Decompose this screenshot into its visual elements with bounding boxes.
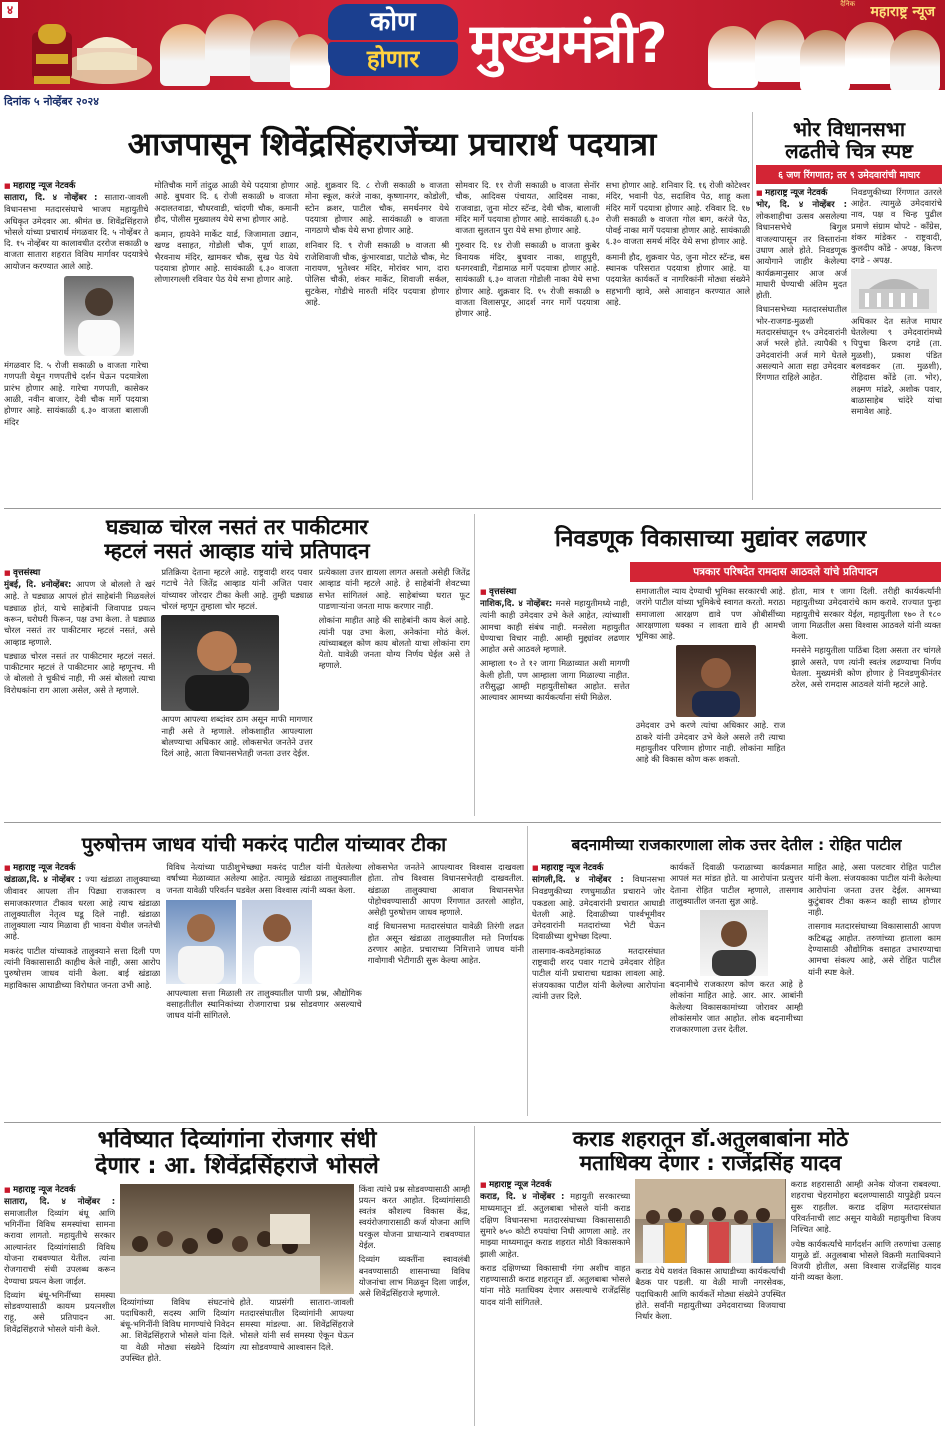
headline: म्हटलं नसतं आव्हाड यांचे प्रतिपादन: [104, 539, 370, 563]
story-text: विविध नेत्यांच्या पाठीशुभेच्छ्या मकरंद पाटील यांनी घेतलेल्या वर्षाच्या मेळाव्यात अलेल्या आहेत. त्यामुळे खंडाळा तालुक्यातील जनता यावेळी परिवर्तन घडवेल असा विश्वास त्यांनी व्यक्त केला.: [166, 862, 362, 895]
story-column: [166, 862, 361, 1108]
story-text: लोकसभेत जनतेने आपल्यावर विश्वास दाखवला होता. तोच विश्वास विधानसभेतही दाखवतील. खंडाळा तालुक्याचा आवाज विधानसभेत पोहोचवण्यासाठी आपण रिंगणात उतरलो आहोत, असेही पुरुषोत्तम जाधव म्हणाले.: [367, 862, 524, 918]
story-column: [791, 1179, 941, 1415]
vidhan-bhavan-photo: [851, 269, 937, 313]
story-column: [606, 180, 750, 498]
byline: ■ महाराष्ट्र न्यूज नेटवर्क: [532, 862, 665, 873]
subheadline: ६ जण रिंगणात; तर ९ उमेदवारांची माघार: [756, 165, 942, 184]
story-text: कार्यकर्ते दिवाळी फराळाच्या कार्यक्रमात आपलं मत मांडत होते. या आरोपांना प्रत्युत्तर देताना रोहित पाटील म्हणाले, तासगाव तालुक्यातील जनता सुज्ञ आहे.: [670, 862, 803, 906]
section-divider: [4, 508, 941, 509]
column-divider: [474, 1126, 475, 1426]
story-text: दिव्यांगांच्या विविध संघटनांचे पदाधिकारी, सदस्य आणि दिव्यांग बंधू-भगिनींनी विविध मागण्यांचे निवेदन आ. शिवेंद्रसिंहराजे भोसले यांना दिले. या वेळी मोठ्या संख्येने दिव्यांग उपस्थित होते.: [120, 1296, 235, 1363]
story-text: आम्हाला १० ते १२ जागा मिळाव्यात अशी मागणी केली होती, पण आम्हाला जागा मिळाल्या नाहीत. तरीसुद्धा आम्ही महायुतीसोबत आहोत. सत्तेत आल्यावर आमच्या कार्यकर्त्यांना संधी मिळेल.: [480, 658, 630, 703]
story-text: लोकशाहीचा उत्सव असलेल्या विधानसभेचे बिगुल वाजल्यापासून तर विस्तारांना उधाण आले होते. निवडणूक आयोगाने जाहीर केलेल्या कार्यक्रमानुसार आज अर्ज माघारी घेण्याची अंतिम मुदत होती.: [756, 211, 847, 301]
story-column: [808, 862, 941, 1108]
headline: भविष्यात दिव्यांगांना रोजगार संधी: [97, 1128, 377, 1153]
headline: देणार : आ. शिवेंद्रसिंहराजे भोसले: [95, 1153, 379, 1179]
story-column: [120, 1184, 354, 1418]
headline: बदनामीच्या राजकारणाला लोक उत्तर देतील : रोहित पाटील: [571, 836, 902, 854]
story-text: कमानी हौद, शुक्रवार पेठ, जुना मोटर स्टॅन्ड, बस स्थानक परिसरात पदयात्रा होणार आहे. या पदयात्रेत कार्यकर्ते व नागरिकांनी मोठ्या संख्येने सहभागी व्हावे, असे आवाहन करण्यात आले आहे.: [605, 251, 750, 307]
story-text: उमेदवार उभे करणे त्यांचा अधिकार आहे. राज ठाकरे यांनी उमेदवार उभे केले असले तरी त्याचा महायुतीवर परिणाम होणार नाही. लोकांना माहित आहे की विकास कोण करू शकतो.: [635, 720, 786, 765]
story-text: तासगाव-कवठेमहांकाळ मतदारसंघात राष्ट्रवादी शरद पवार गटाचे उमेदवार रोहित पाटील यांनी प्रचाराचा धडाका लावला आहे. संजयकाका पाटील यांनी केलेल्या आरोपांना त्यांनी उत्तर दिले.: [532, 945, 665, 1001]
dateline: सातारा, दि. ४ नोव्हेंबर :: [4, 1196, 116, 1207]
story-text: समाजातील दिव्यांग बंधू आणि भगिनींना विविध समस्यांचा सामना करावा लागतो. महायुतीचे सरकार आल्यानंतर दिव्यांगांसाठी विविध योजना राबवण्यात येतील. त्यांना रोजगाराची संधी उपलब्ध करून देण्याचा प्रयत्न केला जाईल.: [4, 1207, 116, 1286]
story-text: वाई विधानसभा मतदारसंघात यावेळी तिरंगी लढत होत असून खंडाळा तालुक्यातील मते निर्णायक ठरणार आहेत. प्रचाराच्या निमित्ताने जाधव यांनी गावोगावी भेटीगाठी सुरू केल्या आहेत.: [367, 921, 524, 966]
dateline: सातारा, दि. ४ नोव्हेंबर :: [4, 193, 98, 203]
story-text: सोमवार दि. ११ रोजी सकाळी ७ वाजता सेनॉर चौक, आदिवस पंचायत, आदिवस नाका, राजवाडा, जुना मोटर स्टॅन्ड, देवी चौक, बालाजी मंदिर मार्गे पदयात्रा होणार आहे. सायंकाळी ६.३० वाजता सुलतान पुरा येथे सभा होणार आहे.: [455, 180, 600, 236]
story-text: ज्येष्ठ कार्यकर्त्यांचे मार्गदर्शन आणि तरुणांचा उत्साह यामुळे डॉ. अतुलबाबा भोसले विक्रमी मताधिक्याने विजयी होतील, असा विश्वास राजेंद्रसिंह यादव यांनी व्यक्त केला.: [790, 1238, 941, 1283]
story-text: माहित आहे, असा पलटवार रोहित पाटील यांनी केला. संजयकाका पाटील यांनी केलेल्या आरोपांना जनता उत्तर देईल. आमच्या कुटुंबावर टीका करून काही साध्य होणार नाही.: [808, 862, 941, 918]
byline: ■ महाराष्ट्र न्यूज नेटवर्क: [4, 1184, 115, 1195]
person-silhouette-icon: [242, 900, 312, 984]
story-column: [4, 862, 160, 1108]
politician-photo: [160, 24, 210, 86]
column-divider: [474, 514, 475, 816]
candidate-photo: [64, 276, 134, 356]
story-column: [480, 586, 630, 814]
banner-kon: कोण: [328, 4, 458, 40]
dateline: भोर, दि. ४ नोव्हेंबर :: [756, 199, 847, 210]
section-divider: [4, 822, 941, 823]
headline: मताधिक्य देणार : राजेंद्रसिंह यादव: [579, 1151, 842, 1175]
politician-photo: [755, 20, 805, 82]
person-silhouette-icon: [166, 900, 236, 984]
story-text: होता, मात्र १ जागा दिली. तरीही कार्यकर्त्यांनी महायुतीच्या उमेदवारांचे काम करावे. राज्यात पुन्हा महायुतीचे सरकार येईल, महायुतीला १७० ते १८० जागा मिळतील असा विश्वास आठवले यांनी व्यक्त केला.: [791, 586, 941, 642]
story-text: मकरंद पाटील यांच्याकडे तालुक्याने सत्ता दिली पण त्यांनी विकासासाठी काहीच केले नाही, असा आरोप पुरुषोत्तम जाधव यांनी केला. बाई खंडाळा महाविकास आघाडीच्या विरोधात जनता उभी आहे.: [4, 945, 161, 990]
story-column: [359, 1184, 470, 1418]
headline: कराड शहरातून डॉ.अतुलबाबांना मोठे: [572, 1128, 849, 1151]
rohit-patil-photo: [700, 910, 768, 976]
story-text: आपल्याला सत्ता मिळाली तर तालुक्यातील पाणी प्रश्न, औद्योगिक वसाहतीतील स्थानिकांच्या रोजगाराचा प्रश्न सोडवणार असल्याचे जाधव यांनी सांगितले.: [166, 987, 362, 1021]
karad-meeting-photo: [635, 1179, 785, 1263]
byline: ■ महाराष्ट्र न्यूज नेटवर्क: [480, 1179, 630, 1190]
story-text: लोकांना माहीत आहे की साहेबांनी काय केलं आहे. त्यांनी पक्ष उभा केला, अनेकांना मोठं केलं. त्यांच्याबद्दल कोण काय बोलतो याचा लोकांना राग येतो. यावेळी जनता योग्य निर्णय घेईल असे ते म्हणाले.: [318, 615, 470, 671]
story-text: महायुती सरकारच्या माध्यमातून डॉ. अतुलबाबा भोसले यांनी कराड दक्षिण विधानसभा मतदारसंघाच्या विकासासाठी सुमारे ७५० कोटी रुपयांचा निधी आणला आहे. तर माझ्या माध्यमातून कराड शहरात मोठी विकासकामे झाली आहेत.: [480, 1191, 631, 1259]
story-bhor: [756, 118, 942, 502]
story-text: विधानसभा निवडणुकीच्या रणधुमाळीत प्रचाराने जोर पकडला आहे. उमेदवारांनी प्रचारात आघाडी घेतली आहे. दिवाळीच्या पार्श्वभूमीवर उमेदवारांनी मतदारांच्या भेटी घेऊन दिवाळीच्या शुभेच्छा दिल्या.: [532, 874, 665, 942]
page-number: ४: [2, 2, 18, 18]
story-text: कराड येथे यशवंत विकास आघाडीच्या कार्यकर्त्यांची बैठक पार पडली. या वेळी माजी नगरसेवक, पदाधिकारी आणि कार्यकर्ते मोठ्या संख्येने उपस्थित होते. सर्वांनी महायुतीच्या उमेदवाराच्या विजयाचा निर्धार केला.: [635, 1266, 786, 1322]
headline: घड्याळ चोरल नसतं तर पाकीटमार: [106, 516, 368, 539]
story-text: शनिवार दि. ९ रोजी सकाळी ७ वाजता श्री राजेशिवाजी चौक, कुंभारवाडा, पाटोळे चौक, मेट नारायण, भुतेश्वर मंदिर, मोरांवर भाग, दारा पोलिस चौकी, शंकर मार्केट, शिवाजी सर्कल, सुटकेस, गोडीचे मारुती मंदिर पदयात्रा होणार आहे.: [304, 240, 450, 307]
story-text: प्रतिक्रिया देताना म्हटले आहे. राष्ट्रवादी शरद पवार गटाचे नेते जितेंद्र आव्हाड यांनी अजित पवार यांच्यावर जोरदार टीका केली आहे. तुम्ही घड्याळ चोरलं म्हणून तुम्हाला चोर म्हटलं.: [161, 567, 313, 611]
politician-photo: [800, 30, 850, 90]
column-divider: [752, 112, 753, 500]
person-silhouette-icon: [676, 645, 756, 717]
group-photo-icon: [635, 1179, 785, 1263]
story-athawale: [480, 516, 941, 816]
makrand-patil-photo: [242, 900, 312, 984]
headline: निवडणूक विकासाच्या मुद्यांवर लढणार: [554, 526, 867, 552]
story-column: [154, 180, 298, 498]
person-silhouette-icon: [64, 276, 134, 356]
story-column: [636, 586, 786, 814]
masthead-banner: [0, 0, 945, 90]
story-column: [670, 862, 803, 1108]
headline: पुरुषोत्तम जाधव यांची मकरंद पाटील यांच्यावर टीका: [81, 833, 447, 856]
dateline: खंडाळा,दि. ४ नोव्हेंबर :: [4, 875, 82, 885]
dateline: सांगली,दि. ४ नोव्हेंबर :: [532, 875, 624, 885]
story-text: मोतिचौक मार्गे तांदुळ आळी येथे पदयात्रा होणार आहे. बुधवार दि. ६ रोजी सकाळी ७ वाजता अदालतवाडा, चौधरवाडी, चांदणी चौक, कमानी हौद, पोलीस मुख्यालय येथे सभा होणार आहे.: [154, 180, 299, 224]
banner-mukhyamantri: मुख्यमंत्री?: [470, 12, 667, 75]
story-text: घड्याळ चोरल नसतं तर पाकीटमार म्हटलं नसतं. पाकीटमार म्हटलं ते पाकीटमार आहे म्हणूनच. मी जे बोललो ते चुकीचं नाही, मी असं बोललो त्याचा विरोधकांना राग आला असेल, असे ते म्हणाले.: [4, 650, 156, 695]
story-column: [480, 1179, 630, 1415]
awhad-photo: [161, 615, 279, 711]
story-text: कराड शहरासाठी आम्ही अनेक योजना राबवल्या. शहराचा चेहरामोहरा बदलण्यासाठी यापुढेही प्रयत्न सुरू राहतील. कराड दक्षिण मतदारसंघात परिवर्तनाची लाट असून यावेळी महायुतीचा विजय निश्चित आहे.: [790, 1179, 941, 1235]
story-text: कमान, हायवेने मार्केट यार्ड, जिजामाता उद्यान, खण्ड वसाहत, गोडोली चौक, पूर्ण शाळा, भैरवनाथ मंदिर, खामकर चौक, सुख पेठ येथे पदयात्रा होणार आहे. सायंकाळी ६.३० वाजता लोणारगल्ली रविवार पेठ येथे सभा होणार आहे.: [154, 229, 299, 285]
section-divider: [4, 1122, 941, 1123]
story-column: [756, 187, 847, 497]
story-text: आपण आपल्या शब्दांवर ठाम असून माफी मागणार नाही असे ते म्हणाले. लोकशाहीत आपल्याला बोलण्याचा अधिकार आहे. लोकसभेत जनतेने उत्तर दिलं आहे, आता विधानसभेतही जनता उत्तर देईल.: [161, 714, 313, 759]
story-column: [4, 180, 148, 498]
story-column: [161, 567, 312, 805]
dateline: नाशिक,दि. ४ नोव्हेंबर:: [480, 599, 553, 609]
story-column: [532, 862, 665, 1108]
politician-photo: [205, 14, 255, 76]
story-text: तासगाव मतदारसंघाच्या विकासासाठी आपण कटिबद्ध आहोत. तरुणांच्या हाताला काम देण्यासाठी औद्योगिक वसाहत उभारण्याचा आमचा संकल्प आहे, असे रोहित पाटील यांनी स्पष्ट केले.: [808, 921, 941, 977]
story-text: गुरुवार दि. १४ रोजी सकाळी ७ वाजता कुबेर विनायक मंदिर, बुधवार नाका, शाहूपुरी, धनगरवाडी, गेंडामाळ मार्गे पदयात्रा होणार आहे. सायंकाळी ६.३० वाजता गोडोली नाका येथे सभा होणार आहे. शुक्रवार दि. १५ रोजी सकाळी ७ वाजता विलासपूर, आदर्श नगर मार्गे पदयात्रा होणार आहे.: [455, 240, 600, 319]
brand-label: दैनिक: [840, 0, 855, 8]
politician-photo: [890, 30, 940, 90]
story-text: आपण जे बोललो ते खरं आहे. ते घड्याळ आपलं होतं साहेबांनी मिळवलेलं घड्याळ होतं, याचे साहेबांनी जिवापाड प्रयत्न करून, घरोघरी फिरून, पक्ष उभा केला. ते घड्याळ चोरल नसतं तर पाकीटमार म्हटलं नसतं, असे आव्हाड म्हणाले.: [4, 579, 156, 647]
headline: लढतीचे चित्र स्पष्ट: [785, 140, 913, 163]
story-column: [368, 862, 524, 1108]
headline: आजपासून शिवेंद्रसिंहराजेंच्या प्रचारार्थ पदयात्रा: [127, 125, 657, 163]
story-text: किंवा त्यांचे प्रश्न सोडवण्यासाठी आम्ही प्रयत्न करत आहोत. दिव्यांगांसाठी स्वतंत्र कौशल्य विकास केंद्र, स्वयंरोजगारासाठी कर्ज योजना आणि घरकुल योजना प्राधान्याने राबवण्यात येईल.: [358, 1183, 470, 1250]
divyang-meeting-photo: [120, 1184, 354, 1294]
politician-photo: [845, 22, 895, 84]
story-column: [635, 1179, 785, 1415]
issue-date: दिनांक ५ नोव्हेंबर २०२४: [4, 95, 99, 108]
politician-photo: [708, 26, 758, 88]
story-column: [4, 1184, 115, 1418]
story-text: समाजातील न्याय देण्याची भूमिका सरकारची आहे. जरांगे पाटील यांच्या भूमिकेचे स्वागत करतो. मराठा समाजाला आरक्षण द्यावे पण ओबीसींच्या आरक्षणाला धक्का न लावता द्यावे ही आमची भूमिका आहे.: [635, 586, 786, 642]
banner-honar: होणार: [328, 42, 458, 76]
story-text: आहे. शुक्रवार दि. ८ रोजी सकाळी ७ वाजता मोना स्कूल, करंजे नाका, कृष्णानगर, कोडोली, स्टोन क्रशर, पाटील चौक, समर्थनगर येथे पदयात्रा होणार आहे. सायंकाळी ७ वाजता नागठाणे चौक येथे सभा होणार आहे.: [304, 180, 450, 236]
jadhav-photo: [166, 900, 236, 984]
story-padyatra: [4, 112, 750, 502]
story-text: ज्या खंडाळा तालुक्याच्या जीवावर आपला तीन पिढ्या राजकारण व समाजकारणात टीकाव धरला आहे त्याच खंडाळा तालुक्यातील नेतृत्व घडू दिले नाही. खंडाळा तालुक्याला न्याय मिळावा ही भावना येथील जनतेची आहे.: [4, 874, 161, 942]
story-text: कराड दक्षिणच्या विकासाची गंगा अशीच वाहत राहण्यासाठी कराड शहरातून डॉ. अतुलबाबा भोसले यांना मोठे मताधिक्य देणार असल्याचे राजेंद्रसिंह यादव यांनी सांगितले.: [480, 1262, 631, 1307]
column-divider: [527, 826, 528, 1116]
story-column: [4, 567, 155, 805]
story-text: प्रत्येकाला उत्तर द्यायला लागत असतो असेही जितेंद्र आव्हाड यांनी म्हटले आहे. हे साहेबांनी शेवटच्या सभेत सांगितलं आहे. साहेबांच्या घरात फूट पाडणाऱ्यांना जनता माफ करणार नाही.: [318, 567, 470, 611]
story-column: [319, 567, 470, 805]
dateline: मुंबई, दि. ४नोव्हेंबर:: [4, 580, 72, 591]
byline: ■ महाराष्ट्र न्यूज नेटवर्क: [4, 862, 160, 873]
story-text: सातारा-जावली विधानसभा मतदारसंघाचे भाजप महायुतीचे अधिकृत उमेदवार आ. श्रीमंत छ. शिवेंद्रसिंहराजे भोसले यांच्या प्रचारार्थ मंगळवार दि. ५ नोव्हेंबर ते दि. १५ नोव्हेंबर या कालावधीत दररोज सकाळी ७ वाजता सातारा शहरात विविध मार्गावर पदयात्रेचे आयोजन करण्यात आले आहे.: [4, 192, 149, 271]
story-text: बदनामीचे राजकारण कोण करत आहे हे लोकांना माहित आहे. आर. आर. आबांनी केलेल्या विकासकामांच्या जोरावर आम्ही लोकांसमोर जात आहोत. लोक बदनामीच्या राजकारणाला उत्तर देतील.: [670, 979, 803, 1035]
story-text: सभा होणार आहे. शनिवार दि. १६ रोजी कोटेश्वर मंदिर, भवानी पेठ, सदाशिव पेठ, शाहू कला मंदिर मार्गे पदयात्रा होणार आहे. रविवार दि. १७ रोजी सकाळी ७ वाजता गोल बाग, करंजे पेठ, पोवई नाका मार्गे पदयात्रा होणार आहे. सायंकाळी ६.३० वाजता समर्थ मंदिर येथे सभा होणार आहे.: [605, 180, 750, 247]
story-awhad: [4, 516, 470, 816]
story-text: मनसे महायुतीमध्ये नाही, त्यांनी काही उमेदवार उभे केले आहेत, त्यांच्याशी आमचा काही संबंध नाही. मनसेला महायुतीत घेण्याचा विचार नाही. आम्ही मुद्द्यांवर लढणार आहोत असे आठवले म्हणाले.: [480, 598, 630, 655]
story-column: [851, 187, 942, 497]
byline: ■ वृत्तसंस्था: [4, 567, 155, 578]
story-text: अधिकार देत सतेज माघार घेतलेल्या ९ उमेदवारांमध्ये पिपुचा किरण दगडे (ता. मुळशी), प्रकाश पंडित बलवडकर (ता. मुळशी), रोहिदास कोंडे (ता. भोर), लक्ष्मण मांढरे, अशोक पवार, बाळासाहेब चांदेरे यांचा समावेश आहे.: [851, 315, 942, 417]
crowd-icon: [120, 1184, 320, 1294]
story-text: विधानसभेच्या मतदारसंघातील भोर-राजगड-मुळशी मतदारसंघातून १५ उमेदवारांनी अर्ज भरले होते. त्यापैकी ९ उमेदवारांनी अर्ज मागे घेतले असल्याने आता सहा उमेदवार रिंगणात राहिले आहेत.: [756, 304, 847, 383]
person-silhouette-icon: [161, 615, 279, 711]
story-column: [455, 180, 599, 498]
dateline: कराड, दि. ४ नोव्हेंबर :: [480, 1192, 565, 1203]
story-column: [305, 180, 449, 498]
story-text: मनसेने महायुतीला पाठिंबा दिला असता तर चांगले झाले असते, पण त्यांनी स्वतंत्र लढण्याचा निर्णय घेतला. मुख्यमंत्री कोण होणार हे निवडणुकीनंतर ठरेल, असे रामदास आठवले यांनी म्हटले आहे.: [791, 645, 941, 690]
byline: ■ वृत्तसंस्था: [480, 586, 630, 597]
brand-name: महाराष्ट्र न्यूज: [870, 4, 935, 20]
story-divyang: [4, 1128, 470, 1428]
politician-photo: [290, 34, 330, 88]
story-column: [791, 586, 941, 814]
byline: ■ महाराष्ट्र न्यूज नेटवर्क: [4, 180, 148, 191]
headline: भोर विधानसभा: [792, 118, 906, 141]
story-karad: [480, 1128, 941, 1428]
story-jadhav: [4, 828, 524, 1118]
story-text: निवडणुकीच्या रिंगणात उतरले आहेत. त्यामुळे उमेदवारांचे नाव, पक्ष व चिन्ह पुढील प्रमाणे संग्राम थोपटे - काँग्रेस, शंकर मांडेकर - राष्ट्रवादी, कुलदीप कोंडे - अपक्ष, किरण दगडे - अपक्ष.: [851, 186, 942, 265]
story-text: दिव्यांग व्यक्तींना स्वावलंबी बनवण्यासाठी शासनाच्या विविध योजनांचा लाभ मिळवून दिला जाईल, असे शिवेंद्रसिंहराजे म्हणाले.: [358, 1254, 470, 1299]
throne-illustration: [22, 18, 152, 86]
building-icon: [851, 269, 937, 313]
athawale-photo: [676, 645, 756, 717]
story-text: दिव्यांग बंधू-भगिनींच्या समस्या सोडवण्यासाठी कायम प्रयत्नशील राहू, असे प्रतिपादन आ. शिवेंद्रसिंहराजे भोसले यांनी केले.: [4, 1289, 116, 1334]
person-silhouette-icon: [700, 910, 768, 976]
subheadline: पत्रकार परिषदेत रामदास आठवले यांचे प्रतिपादन: [630, 562, 941, 582]
byline: ■ महाराष्ट्र न्यूज नेटवर्क: [756, 187, 847, 198]
story-text: मंगळवार दि. ५ रोजी सकाळी ७ वाजता गारेचा गणपती येथून गणपतीचे दर्शन घेऊन पदयात्रेला प्रारंभ होणार आहे. गारेचा गणपती, कासेकर आळी, नवीन बाजार, देवी चौक मार्गे पदयात्रा होणार आहे. सायंकाळी ६.३० वाजता बालाजी मंदिर: [4, 360, 149, 427]
story-text: होते. याप्रसंगी सातारा-जावली मतदारसंघातील दिव्यांगांनी आपल्या समस्या मांडल्या. आ. शिवेंद्रसिंहराजे भोसले यांनी सर्व समस्या ऐकून घेऊन त्या सोडवण्याचे आश्वासन दिले.: [239, 1296, 354, 1352]
story-rohit: [532, 828, 941, 1118]
